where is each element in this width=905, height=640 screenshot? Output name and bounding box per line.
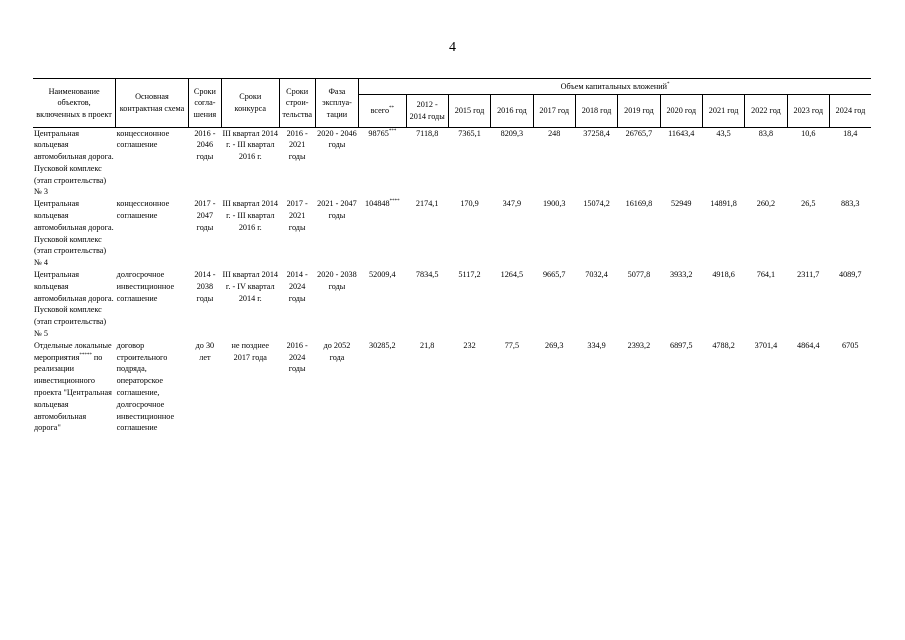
period-value: 7118,8 — [416, 128, 439, 138]
agreement-term: 2014 - 2038 годы — [194, 270, 216, 303]
contract-scheme: договор строительного подряда, операторское соглашение, долгосрочное инвестиционное соглашение — [116, 340, 175, 433]
header-construction-term: Сроки строи-тельства — [279, 79, 315, 128]
header-period: 2021 год — [702, 94, 744, 127]
period-value: 4089,7 — [838, 270, 862, 280]
contract-scheme: концессионное соглашение — [116, 199, 170, 221]
header-investment-group — [359, 79, 871, 95]
period-value: 170,9 — [460, 199, 479, 209]
header-operation-phase: Фаза эксплуа-тации — [315, 79, 358, 128]
period-value: 26,5 — [801, 199, 816, 209]
object-name-cell — [33, 127, 116, 198]
header-period: 2019 год — [618, 94, 660, 127]
header-total-label: всего — [370, 105, 390, 115]
period-value: 10,6 — [801, 128, 816, 138]
agreement-term: до 30 лет — [195, 340, 215, 362]
header-period: 2018 год — [575, 94, 617, 127]
object-name-cell — [33, 340, 116, 434]
operation-phase: 2021 - 2047 годы — [317, 199, 357, 221]
period-value: 5117,2 — [458, 270, 481, 280]
period-value: 77,5 — [504, 340, 520, 350]
total-investment: 52009,4 — [369, 270, 396, 280]
period-value: 248 — [548, 128, 561, 138]
object-name-continuation: по реализации инвестиционного проекта "Центральная кольцевая автомобильная дорога" — [34, 352, 112, 433]
object-name: Центральная кольцевая автомобильная дорога. Пусковой комплекс (этап строительства) № 3 — [34, 128, 114, 197]
period-value: 260,2 — [756, 199, 776, 209]
period-value: 6705 — [842, 340, 859, 350]
header-period: 2016 год — [491, 94, 533, 127]
period-value: 2174,1 — [415, 199, 439, 209]
header-period: 2022 год — [745, 94, 787, 127]
period-value: 18,4 — [843, 128, 858, 138]
contest-term: III квартал 2014 г. - III квартал 2016 г. — [222, 199, 279, 232]
object-name: Центральная кольцевая автомобильная дорога. Пусковой комплекс (этап строительства) № 4 — [34, 199, 114, 268]
total-footnote: *** — [388, 128, 397, 134]
period-value: 15074,2 — [583, 199, 610, 209]
total-investment-cell — [359, 340, 406, 434]
agreement-term: 2017 - 2047 годы — [194, 199, 216, 232]
page-number: 4 — [449, 40, 456, 55]
period-value: 4864,4 — [797, 340, 820, 350]
capital-investment-table — [33, 78, 871, 434]
period-value: 347,9 — [502, 199, 522, 209]
header-period: 2017 год — [533, 94, 575, 127]
total-investment-cell — [359, 269, 406, 340]
operation-phase: 2020 - 2038 годы — [317, 270, 357, 291]
period-value: 37258,4 — [583, 128, 610, 138]
table-row — [33, 198, 871, 269]
period-value: 14891,8 — [710, 199, 737, 209]
period-value: 764,1 — [756, 270, 776, 280]
operation-phase: 2020 - 2046 годы — [317, 128, 357, 150]
period-value: 3933,2 — [669, 270, 693, 280]
period-value: 334,9 — [587, 340, 606, 350]
period-value: 16169,8 — [625, 199, 653, 209]
period-value: 6897,5 — [669, 340, 693, 350]
contract-scheme: концессионное соглашение — [116, 128, 170, 150]
period-value: 4788,2 — [712, 340, 735, 350]
period-value: 7834,5 — [415, 270, 439, 280]
total-investment-cell — [359, 127, 406, 198]
total-investment: 98765 — [368, 128, 389, 138]
header-period: 2015 год — [448, 94, 490, 127]
contest-term: III квартал 2014 г. - III квартал 2016 г. — [222, 128, 279, 162]
period-value: 21,8 — [420, 340, 435, 350]
period-value: 2393,2 — [627, 340, 651, 350]
object-name: Отдельные локальные мероприятия — [34, 340, 112, 362]
object-name-footnote: ***** — [79, 352, 92, 358]
period-value: 43,5 — [716, 128, 731, 138]
total-investment: 104848 — [365, 199, 390, 209]
period-value: 1264,5 — [500, 270, 524, 280]
header-period: 2023 год — [787, 94, 829, 127]
object-name: Центральная кольцевая автомобильная дорога. Пусковой комплекс (этап строительства) № 5 — [34, 270, 114, 339]
total-investment: 30285,2 — [369, 340, 396, 350]
construction-term: 2016 - 2024 годы — [286, 340, 308, 374]
header-period: 2024 год — [829, 94, 871, 127]
contest-term: III квартал 2014 г. - IV квартал 2014 г. — [222, 270, 279, 303]
period-value: 7032,4 — [585, 270, 608, 280]
period-value: 3701,4 — [754, 340, 778, 350]
header-investment-group-sup: * — [667, 82, 670, 87]
header-agreement-term: Сроки согла-шения — [188, 79, 221, 128]
agreement-term: 2016 - 2046 годы — [194, 128, 216, 162]
period-value: 232 — [463, 340, 476, 350]
period-value: 8209,3 — [500, 128, 524, 138]
period-value: 5077,8 — [627, 270, 651, 280]
period-value: 1900,3 — [542, 199, 566, 209]
table-body — [33, 127, 871, 434]
total-investment-cell — [359, 198, 406, 269]
header-contest-term: Сроки конкурса — [222, 79, 279, 128]
period-value: 83,8 — [758, 128, 774, 138]
contract-scheme: долгосрочное инвестиционное соглашение — [116, 270, 175, 303]
period-value: 7365,1 — [458, 128, 481, 138]
total-footnote: **** — [389, 199, 400, 205]
period-value: 9665,7 — [542, 270, 566, 280]
header-investment-group-label: Объем капитальных вложений — [560, 82, 668, 91]
operation-phase: до 2052 года — [323, 340, 351, 362]
header-total — [359, 94, 406, 127]
header-name: Наименование объектов, включенных в проект — [33, 79, 116, 128]
contest-term: не позднее 2017 года — [231, 340, 269, 362]
table-row — [33, 269, 871, 340]
header-period: 2012 - 2014 годы — [406, 94, 448, 127]
period-value: 2311,7 — [797, 270, 820, 280]
table-row — [33, 340, 871, 434]
header-scheme: Основная контрактная схема — [116, 79, 189, 128]
table-row — [33, 127, 871, 198]
period-value: 883,3 — [841, 199, 860, 209]
construction-term: 2017 - 2021 годы — [286, 199, 308, 232]
period-value: 4918,6 — [712, 270, 735, 280]
object-name-cell — [33, 269, 116, 340]
construction-term: 2016 - 2021 годы — [286, 128, 308, 162]
object-name-cell — [33, 198, 116, 269]
period-value: 52949 — [671, 199, 692, 209]
construction-term: 2014 - 2024 годы — [286, 270, 308, 303]
period-value: 26765,7 — [625, 128, 653, 138]
header-total-sup: ** — [389, 105, 395, 111]
period-value: 269,3 — [545, 340, 564, 350]
header-period: 2020 год — [660, 94, 702, 127]
period-value: 11643,4 — [668, 128, 695, 138]
